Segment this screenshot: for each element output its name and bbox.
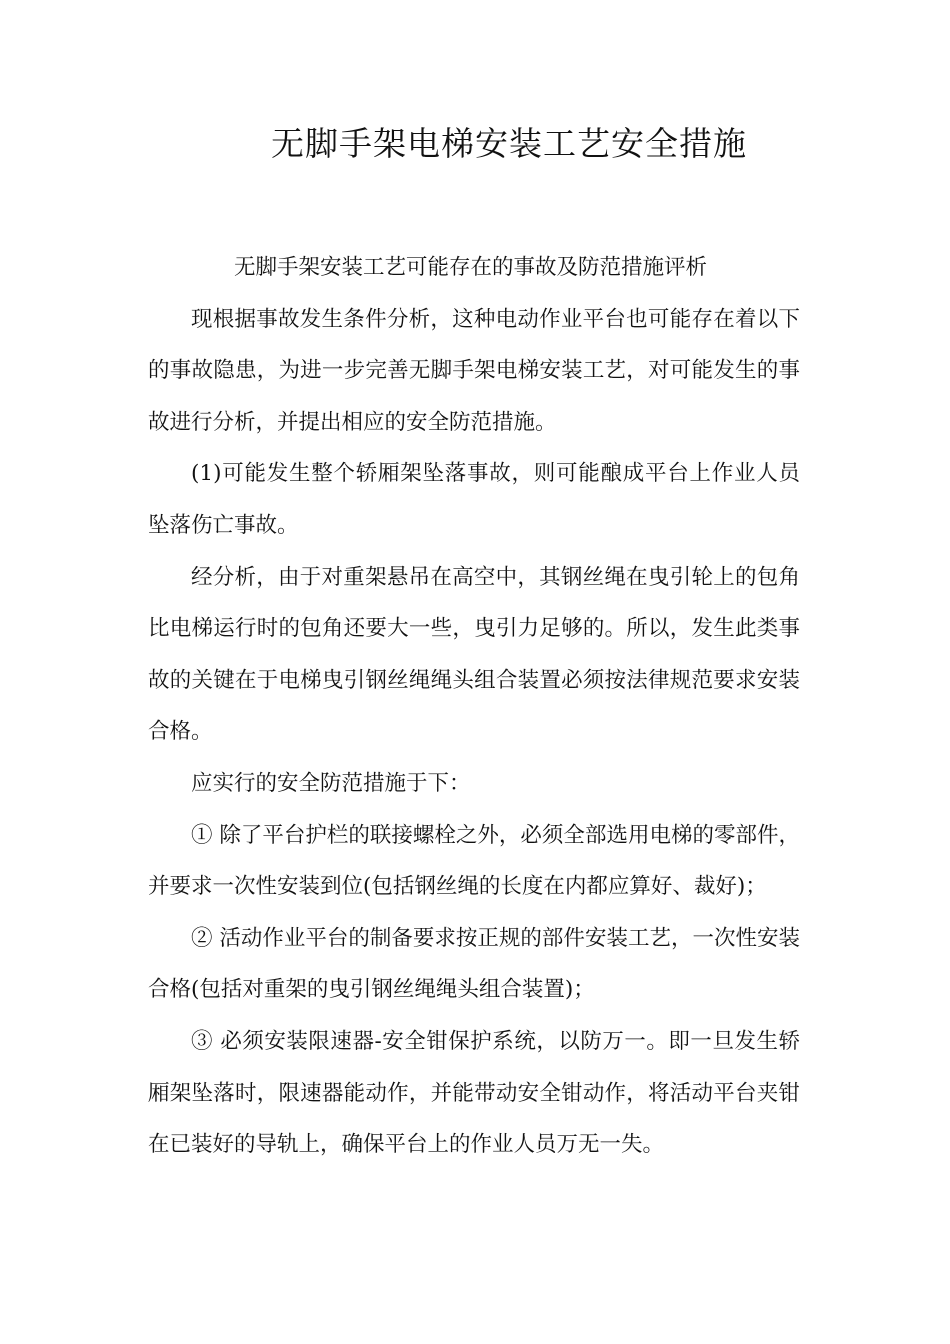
paragraph-analysis: 经分析，由于对重架悬吊在高空中，其钢丝绳在曳引轮上的包角比电梯运行时的包角还要大一些，曳引力足够的。所以，发生此类事故的关键在于电梯曳引钢丝绳绳头组合装置必须按法律规范要求安装合格。	[148, 564, 800, 745]
paragraph-measure-1: ① 除了平台护栏的联接螺栓之外，必须全部选用电梯的零部件，并要求一次性安装到位(包括钢丝绳的长度在内都应算好、裁好)；	[148, 822, 800, 900]
section-subheading: 无脚手架安装工艺可能存在的事故及防范措施评析	[234, 255, 708, 280]
paragraph-measure-2: ② 活动作业平台的制备要求按正规的部件安装工艺，一次性安装合格(包括对重架的曳引钢丝绳绳头组合装置)；	[148, 925, 800, 1003]
document-title: 无脚手架电梯安装工艺安全措施	[271, 124, 747, 163]
document-body	[148, 242, 800, 1171]
paragraph-item-1: (1)可能发生整个轿厢架坠落事故，则可能酿成平台上作业人员坠落伤亡事故。	[148, 461, 800, 538]
paragraph-intro: 现根据事故发生条件分析，这种电动作业平台也可能存在着以下的事故隐患，为进一步完善无脚手架电梯安装工艺，对可能发生的事故进行分析，并提出相应的安全防范措施。	[148, 306, 800, 435]
paragraph-measures-heading: 应实行的安全防范措施于下：	[191, 770, 471, 796]
paragraph-measure-3: ③ 必须安装限速器-安全钳保护系统，以防万一。即一旦发生轿厢架坠落时，限速器能动作，并能带动安全钳动作，将活动平台夹钳在已装好的导轨上，确保平台上的作业人员万无一失。	[148, 1028, 800, 1158]
